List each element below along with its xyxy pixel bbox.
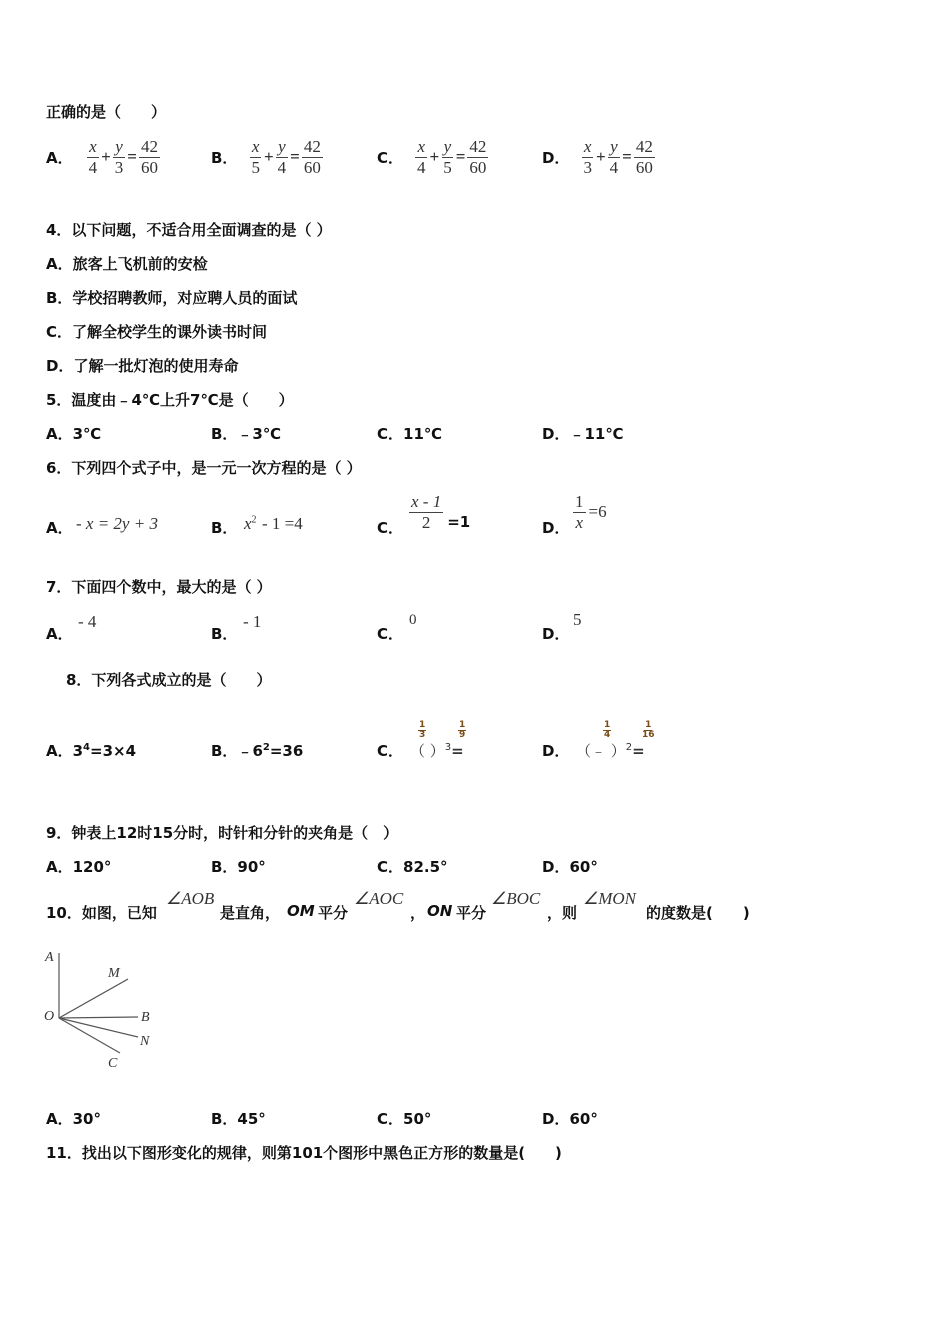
equals-sign: =: [622, 147, 632, 166]
label-a: A: [45, 950, 54, 965]
frac-num: y: [115, 136, 123, 156]
q8-option-c-frac1: [418, 712, 426, 741]
equals-sign: =: [455, 147, 466, 166]
frac-den: 4: [417, 157, 426, 177]
q10-angle-mon: ∠MON: [583, 889, 637, 908]
option-letter: D．: [542, 519, 570, 537]
option-letter: A．: [46, 148, 73, 167]
q10-om: OM: [287, 902, 315, 920]
option-letter: C．: [377, 148, 404, 167]
exponent: 2: [251, 514, 257, 526]
frac-den: 4: [609, 157, 619, 177]
frac-num: y: [443, 136, 452, 156]
frac-den: 60: [140, 157, 158, 177]
q9-option-c: C．82.5°: [377, 858, 448, 876]
option-letter: C．: [377, 519, 404, 537]
option-letter: B．: [211, 519, 238, 537]
q10-angle-aoc: ∠AOC: [354, 889, 404, 908]
frac-num: 1: [645, 720, 652, 730]
expression-rest: =36: [269, 742, 304, 760]
q5-option-b: B．﹣3℃: [211, 425, 282, 443]
equals-sign: =: [451, 742, 464, 760]
base: 3: [72, 742, 84, 760]
q8-option-d-expr: [576, 740, 645, 761]
frac-den: 4: [88, 157, 98, 177]
base: x: [244, 514, 252, 533]
frac-den: x: [575, 512, 584, 532]
option-letter: B．: [211, 148, 238, 167]
frac-num: 1: [575, 492, 584, 511]
q6-option-b-expr: [244, 514, 303, 534]
exponent: 4: [83, 742, 91, 753]
q9-option-a: A．120°: [46, 858, 112, 876]
q7-option-c-letter: C．: [377, 625, 404, 643]
frac-num: x: [89, 136, 97, 156]
exponent: 2: [625, 742, 633, 753]
frac-den: 4: [604, 730, 611, 741]
q10-option-a: A．30°: [46, 1110, 101, 1128]
frac-den: 5: [251, 157, 260, 177]
q8-option-d-frac1: [603, 712, 611, 741]
ray-oc: [59, 1018, 120, 1053]
q6-option-a: [46, 517, 73, 538]
frac-num: 42: [140, 136, 158, 156]
frac-num: y: [610, 136, 618, 156]
q10-p7: 的度数是( ): [646, 904, 750, 922]
parenthesis: （ ）: [410, 742, 445, 760]
q10-on: ON: [427, 902, 453, 920]
q6-option-d-expr: [573, 492, 607, 532]
frac-den: 3: [419, 730, 426, 741]
base: ﹣6: [237, 742, 263, 760]
q9-option-d: D．60°: [542, 858, 598, 876]
frac-num: y: [278, 136, 286, 156]
q4-option-b: B．学校招聘教师，对应聘人员的面试: [46, 289, 298, 307]
q10-angle-boc: ∠BOC: [491, 889, 541, 908]
expression-rest: =1: [447, 513, 471, 532]
q9-stem: 9．钟表上12时15分时，时针和分针的夹角是（ ）: [46, 824, 399, 842]
expression-rest: =6: [588, 502, 607, 522]
expression: - x = 2y + 3: [76, 514, 158, 533]
q3-stem-tail: 正确的是（ ）: [46, 103, 167, 121]
parenthesis: （﹣ ）: [576, 742, 626, 760]
q7-option-b-letter: B．: [211, 625, 238, 643]
frac-num: x: [583, 136, 592, 156]
equals-sign: =: [632, 742, 645, 760]
label-c: C: [108, 1056, 118, 1071]
frac-den: 4: [277, 157, 287, 177]
q10-p6: ，则: [547, 904, 578, 922]
option-letter: A．: [46, 742, 73, 760]
label-m: M: [108, 966, 120, 981]
q8-option-c-expr: [410, 740, 464, 761]
q7-option-a-letter: A．: [46, 625, 73, 643]
expression-rest: =3×4: [90, 742, 137, 760]
plus-sign: +: [101, 147, 111, 166]
frac-num: x: [251, 136, 260, 156]
q7-option-d-value: 5: [573, 610, 582, 629]
q8-option-a: [46, 740, 136, 761]
q3-option-c: [377, 136, 488, 178]
q5-option-d: D．﹣11℃: [542, 425, 624, 443]
label-o: O: [44, 1009, 55, 1024]
q7-option-b-value: - 1: [243, 612, 262, 631]
q6-option-c-expr: [409, 492, 470, 532]
q4-option-c: C．了解全校学生的课外读书时间: [46, 323, 268, 341]
frac-num: 1: [419, 720, 426, 730]
frac-num: 42: [469, 136, 487, 156]
frac-den: 2: [421, 512, 431, 532]
q10-angle-diagram: [40, 945, 170, 1075]
frac-num: 42: [635, 136, 653, 156]
q5-option-c: C．11℃: [377, 425, 443, 443]
q10-p4: ，: [410, 904, 426, 922]
q10-option-b: B．45°: [211, 1110, 266, 1128]
q8-option-d-frac2: [642, 712, 655, 741]
q4-option-a: A．旅客上飞机前的安检: [46, 255, 208, 273]
q6-stem: 6．下列四个式子中，是一元一次方程的是（ ）: [46, 459, 362, 477]
frac-den: 60: [635, 157, 653, 177]
q8-option-c-frac2: [458, 712, 466, 741]
frac-den: 3: [114, 157, 124, 177]
q6-option-b: [211, 517, 237, 538]
frac-num: x: [417, 136, 426, 156]
q5-stem: 5．温度由﹣4℃上升7℃是（ ）: [46, 391, 294, 409]
q8-option-d-letter: D．: [542, 742, 570, 760]
exponent: 3: [444, 742, 452, 753]
label-n: N: [140, 1034, 150, 1049]
q10-option-d: D．60°: [542, 1110, 598, 1128]
q9-option-b: B．90°: [211, 858, 266, 876]
option-letter: A．: [46, 519, 73, 537]
plus-sign: +: [595, 147, 606, 166]
frac-den: 60: [469, 157, 487, 177]
q11-stem: 11．找出以下图形变化的规律，则第101个图形中黑色正方形的数量是( ): [46, 1144, 562, 1162]
expression-rest: - 1 =4: [261, 514, 303, 533]
frac-num: 42: [303, 136, 321, 156]
ray-ob: [59, 1017, 138, 1018]
q5-option-a: A．3℃: [46, 425, 102, 443]
q3-option-b: [211, 136, 323, 178]
frac-den: 60: [303, 157, 321, 177]
q7-stem: 7．下面四个数中，最大的是（ ）: [46, 578, 272, 596]
q10-p2: 是直角，: [220, 904, 281, 922]
equals-sign: =: [127, 147, 137, 166]
plus-sign: +: [263, 147, 274, 166]
ray-om: [59, 979, 128, 1018]
exponent: 2: [262, 742, 270, 753]
ray-on: [59, 1018, 138, 1037]
q6-option-a-expr: [76, 514, 158, 534]
q6-option-d: [542, 517, 569, 538]
equals-sign: =: [290, 147, 300, 166]
q3-option-d: [542, 136, 655, 178]
frac-num: 1: [459, 720, 466, 730]
frac-den: 3: [583, 157, 592, 177]
q4-option-d: D．了解一批灯泡的使用寿命: [46, 357, 239, 375]
q8-option-c-letter: C．: [377, 742, 404, 760]
q10-angle-aob: ∠AOB: [166, 889, 215, 908]
frac-den: 5: [443, 157, 452, 177]
frac-den: 16: [642, 730, 655, 741]
q7-option-d-letter: D．: [542, 625, 570, 643]
option-letter: B．: [211, 742, 238, 760]
q4-stem: 4．以下问题，不适合用全面调查的是（ ）: [46, 221, 332, 239]
q7-option-c-value: 0: [409, 612, 417, 628]
q10-p3: 平分: [318, 904, 349, 922]
q10-p5: 平分: [456, 904, 487, 922]
option-letter: D．: [542, 148, 570, 167]
q3-option-a: [46, 136, 160, 178]
plus-sign: +: [429, 147, 440, 166]
frac-num: x - 1: [411, 492, 442, 511]
q8-stem: 8．下列各式成立的是（ ）: [66, 671, 272, 689]
q10-option-c: C．50°: [377, 1110, 432, 1128]
q8-option-b: [211, 740, 303, 761]
label-b: B: [141, 1010, 150, 1025]
frac-num: 1: [604, 720, 611, 730]
q6-option-c: [377, 517, 403, 538]
frac-den: 9: [459, 730, 466, 741]
q10-p1: 10．如图，已知: [46, 904, 157, 922]
q7-option-a-value: - 4: [78, 612, 97, 631]
